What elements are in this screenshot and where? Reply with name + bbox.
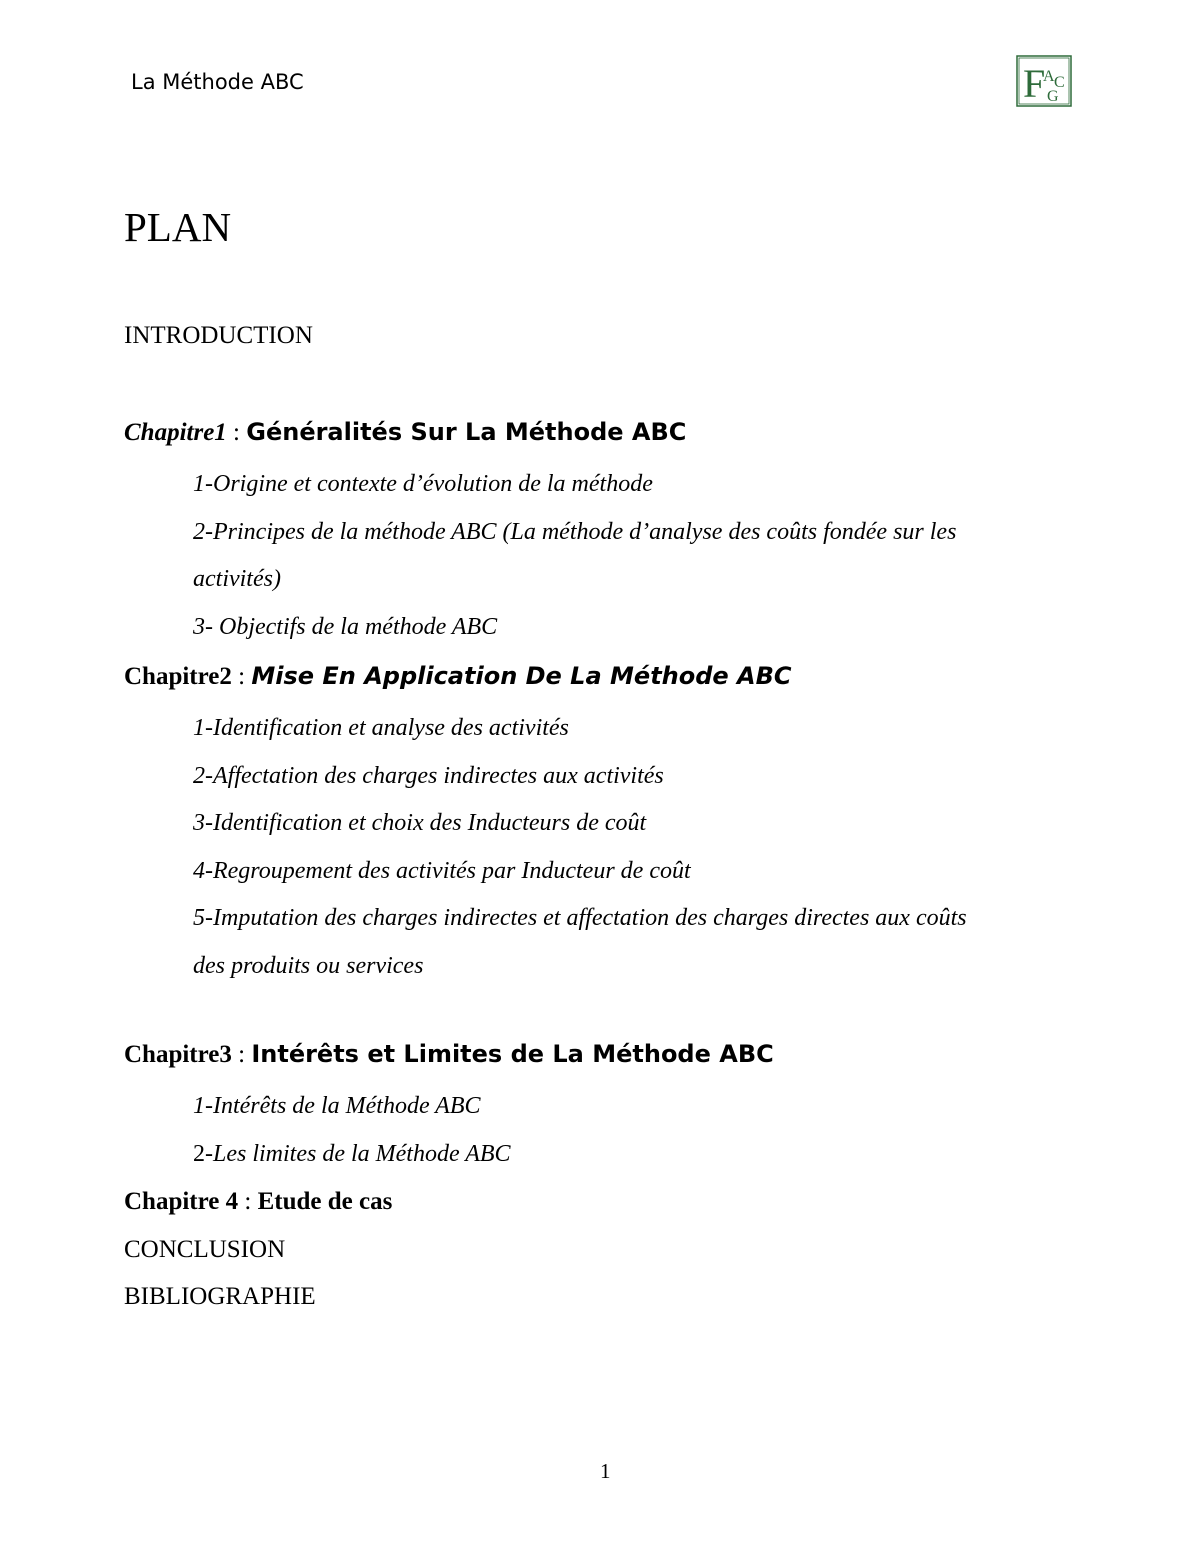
- chapter-3-label: Chapitre3: [124, 1041, 232, 1068]
- chapter-2-separator: :: [231, 663, 252, 690]
- logo-letter-g: G: [1047, 88, 1059, 105]
- chapter-2-item-5: 5-Imputation des charges indirectes et affectation des charges directes aux coûts: [193, 905, 967, 931]
- chapter-1-heading: [124, 418, 686, 447]
- logo-letter-c: C: [1054, 74, 1065, 91]
- chapter-1-item-1: 1-Origine et contexte d’évolution de la méthode: [193, 471, 653, 497]
- chapter-3-item-2: [193, 1141, 511, 1168]
- chapter-1-label: Chapitre1: [124, 419, 227, 446]
- chapter-2-item-3: 3-Identification et choix des Inducteurs de coût: [193, 810, 647, 836]
- chapter-4-label: Chapitre 4: [124, 1188, 239, 1215]
- chapter-2-label: Chapitre2: [124, 663, 232, 690]
- chapter-1-item-2-continued: activités): [193, 566, 281, 592]
- chapter-1-separator: :: [226, 419, 247, 446]
- chapter-3-separator: :: [231, 1041, 252, 1068]
- chapter-2-heading: [124, 662, 792, 691]
- chapter-4-title: Etude de cas: [257, 1188, 393, 1215]
- chapter-2-item-2: 2-Affectation des charges indirectes aux activités: [193, 763, 664, 789]
- chapter-3-title: Intérêts et Limites de La Méthode ABC: [251, 1040, 774, 1068]
- chapter-2-item-4: 4-Regroupement des activités par Inducteur de coût: [193, 858, 691, 884]
- conclusion-entry: CONCLUSION: [124, 1236, 286, 1263]
- logo-mark: [1016, 55, 1072, 107]
- chapter-3-item-2-text: Les limites de la Méthode ABC: [213, 1141, 511, 1167]
- page-number: 1: [600, 1459, 611, 1483]
- chapter-1-title: Généralités Sur La Méthode ABC: [246, 418, 687, 446]
- logo: [1016, 55, 1072, 107]
- chapter-3-heading: [124, 1040, 774, 1069]
- chapter-3-item-2-number: 2-: [193, 1141, 213, 1167]
- chapter-3-item-1: 1-Intérêts de la Méthode ABC: [193, 1093, 481, 1119]
- chapter-2-item-5-continued: des produits ou services: [193, 953, 424, 979]
- chapter-4-heading: [124, 1188, 392, 1216]
- header-title: La Méthode ABC: [131, 70, 304, 94]
- logo-letter-a: A: [1043, 68, 1055, 85]
- chapter-1-item-3: 3- Objectifs de la méthode ABC: [193, 614, 498, 640]
- plan-title: PLAN: [124, 204, 232, 250]
- bibliography-entry: BIBLIOGRAPHIE: [124, 1283, 316, 1310]
- chapter-2-item-1: 1-Identification et analyse des activités: [193, 715, 569, 741]
- introduction-entry: INTRODUCTION: [124, 322, 313, 349]
- chapter-1-item-2: 2-Principes de la méthode ABC (La méthode d’analyse des coûts fondée sur les: [193, 519, 957, 545]
- chapter-4-separator: :: [238, 1188, 258, 1215]
- logo-letter-f: F: [1023, 61, 1046, 106]
- chapter-2-title: Mise En Application De La Méthode ABC: [251, 662, 792, 690]
